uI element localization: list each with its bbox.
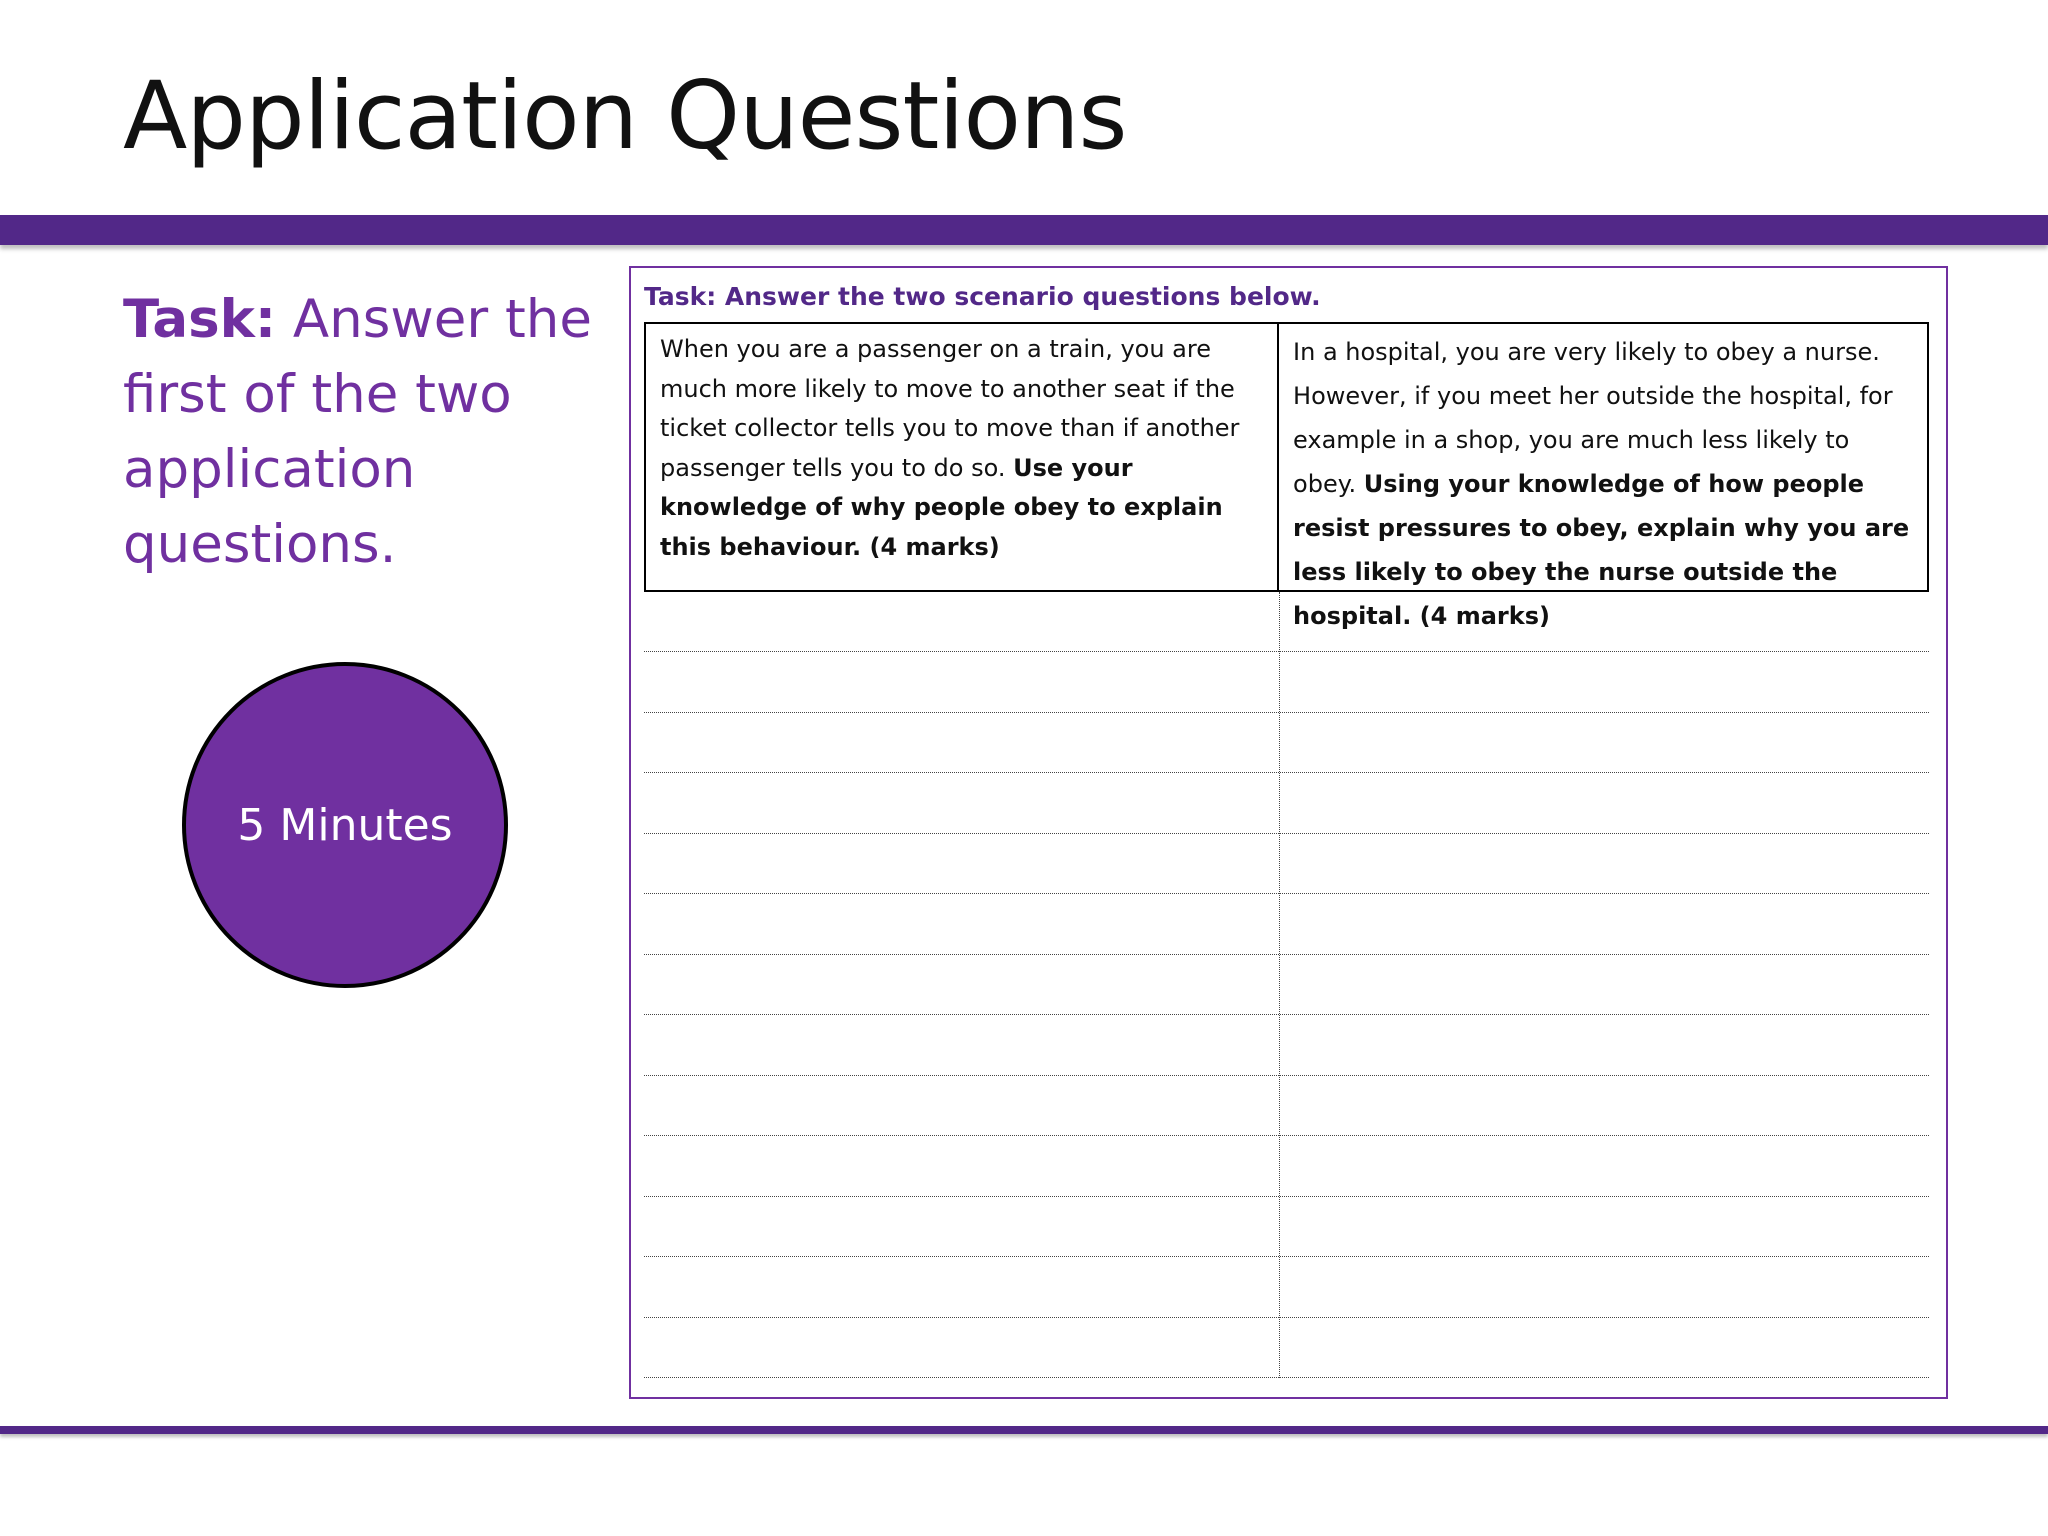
- answer-column-divider: [1279, 592, 1280, 1378]
- slide-title: Application Questions: [123, 62, 1127, 171]
- answer-line: [644, 954, 1929, 955]
- task-instruction: [123, 282, 593, 582]
- answer-line: [644, 772, 1929, 773]
- task-label: Task:: [123, 289, 277, 350]
- answer-line: [644, 893, 1929, 894]
- answer-lines-area: [644, 592, 1929, 1378]
- task-instruction-text: Answer the first of the two application questions.: [123, 289, 592, 575]
- answer-line: [644, 1014, 1929, 1015]
- question-cell-1: [646, 324, 1279, 590]
- question-2-prompt: Using your knowledge of how people resist pressures to obey, explain why you are less likely to obey the nurse outside the hospital. (4 marks): [1293, 470, 1910, 630]
- worksheet-image: [629, 266, 1948, 1399]
- question-1-prompt: Use your knowledge of why people obey to explain this behaviour. (4 marks): [660, 453, 1223, 561]
- footer-divider-bar: [0, 1426, 2048, 1434]
- worksheet-heading: Task: Answer the two scenario questions below.: [644, 282, 1321, 311]
- question-cell-2: [1279, 324, 1927, 630]
- answer-line: [644, 1317, 1929, 1318]
- header-divider-bar: [0, 215, 2048, 245]
- timer-label: 5 Minutes: [237, 799, 453, 851]
- answer-line: [644, 712, 1929, 713]
- answer-line: [644, 1135, 1929, 1136]
- answer-line: [644, 1196, 1929, 1197]
- questions-table: [644, 322, 1929, 630]
- answer-line: [644, 1256, 1929, 1257]
- answer-line: [644, 833, 1929, 834]
- question-2-scenario: In a hospital, you are very likely to obey a nurse. However, if you meet her outside the hospital, for example in a shop, you are much less likely to obey.: [1293, 338, 1893, 498]
- answer-line: [644, 1075, 1929, 1076]
- answer-line: [644, 651, 1929, 652]
- answer-line: [644, 1377, 1929, 1378]
- question-1-scenario: When you are a passenger on a train, you are much more likely to move to another seat if the ticket collector tells you to move than if another passenger tells you to do so.: [660, 335, 1240, 482]
- timer-circle: [182, 662, 508, 988]
